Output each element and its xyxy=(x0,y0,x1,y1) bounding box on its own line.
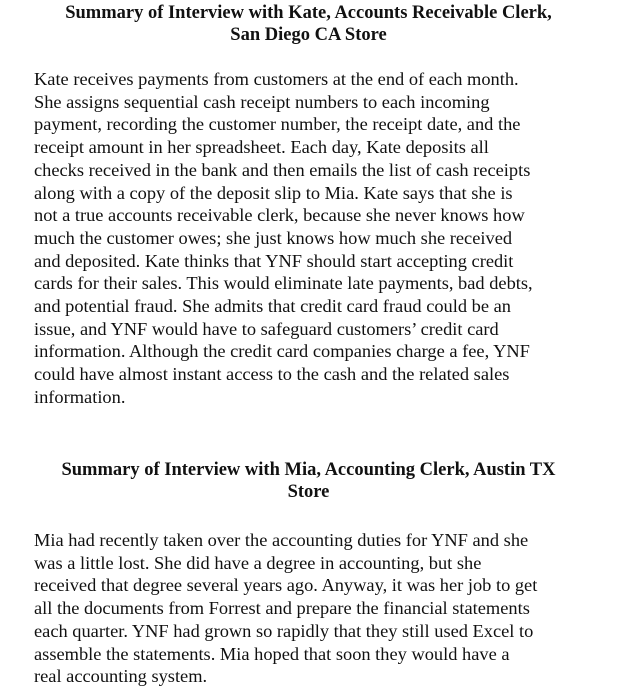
paragraph-line: was a little lost. She did have a degree in accounting, but she xyxy=(34,552,482,573)
heading-line: Store xyxy=(287,482,330,502)
paragraph-line: along with a copy of the deposit slip to Mia. Kate says that she is xyxy=(34,182,513,203)
paragraph-line: received that degree several years ago. Anyway, it was her job to get xyxy=(34,575,538,596)
paragraph-line: issue, and YNF would have to safeguard customers’ credit card xyxy=(34,318,499,339)
paragraph-line: and potential fraud. She admits that credit card fraud could be an xyxy=(34,296,511,317)
paragraph-line: payment, recording the customer number, the receipt date, and the xyxy=(34,114,521,135)
paragraph-line: real accounting system. xyxy=(34,666,208,687)
paragraph-line: much the customer owes; she just knows how much she received xyxy=(34,227,513,248)
paragraph-line: checks received in the bank and then emails the list of cash receipts xyxy=(34,159,531,180)
heading-line: San Diego CA Store xyxy=(230,25,387,45)
heading-line: Summary of Interview with Kate, Accounts Receivable Clerk, xyxy=(65,3,552,23)
paragraph-line: and deposited. Kate thinks that YNF should start accepting credit xyxy=(34,250,514,271)
paragraph-line: all the documents from Forrest and prepare the financial statements xyxy=(34,598,530,619)
paragraph-line: each quarter. YNF had grown so rapidly that they still used Excel to xyxy=(34,620,534,641)
paragraph-line: cards for their sales. This would eliminate late payments, bad debts, xyxy=(34,273,533,294)
kate-interview-heading xyxy=(24,2,593,46)
heading-line: Summary of Interview with Mia, Accounting Clerk, Austin TX xyxy=(61,460,556,480)
paragraph-line: not a true accounts receivable clerk, because she never knows how xyxy=(34,205,525,226)
paragraph-line: information. Although the credit card companies charge a fee, YNF xyxy=(34,341,530,362)
paragraph-line: Mia had recently taken over the accounting duties for YNF and she xyxy=(34,530,529,550)
mia-interview-paragraph xyxy=(34,529,594,688)
paragraph-line: information. xyxy=(34,386,126,407)
paragraph-line: assemble the statements. Mia hoped that soon they would have a xyxy=(34,643,510,664)
paragraph-line: Kate receives payments from customers at the end of each month. xyxy=(34,69,519,89)
paragraph-line: She assigns sequential cash receipt numbers to each incoming xyxy=(34,91,490,112)
kate-interview-paragraph xyxy=(34,68,594,409)
paragraph-line: receipt amount in her spreadsheet. Each day, Kate deposits all xyxy=(34,137,489,158)
mia-interview-heading xyxy=(24,459,593,503)
paragraph-line: could have almost instant access to the cash and the related sales xyxy=(34,364,510,385)
